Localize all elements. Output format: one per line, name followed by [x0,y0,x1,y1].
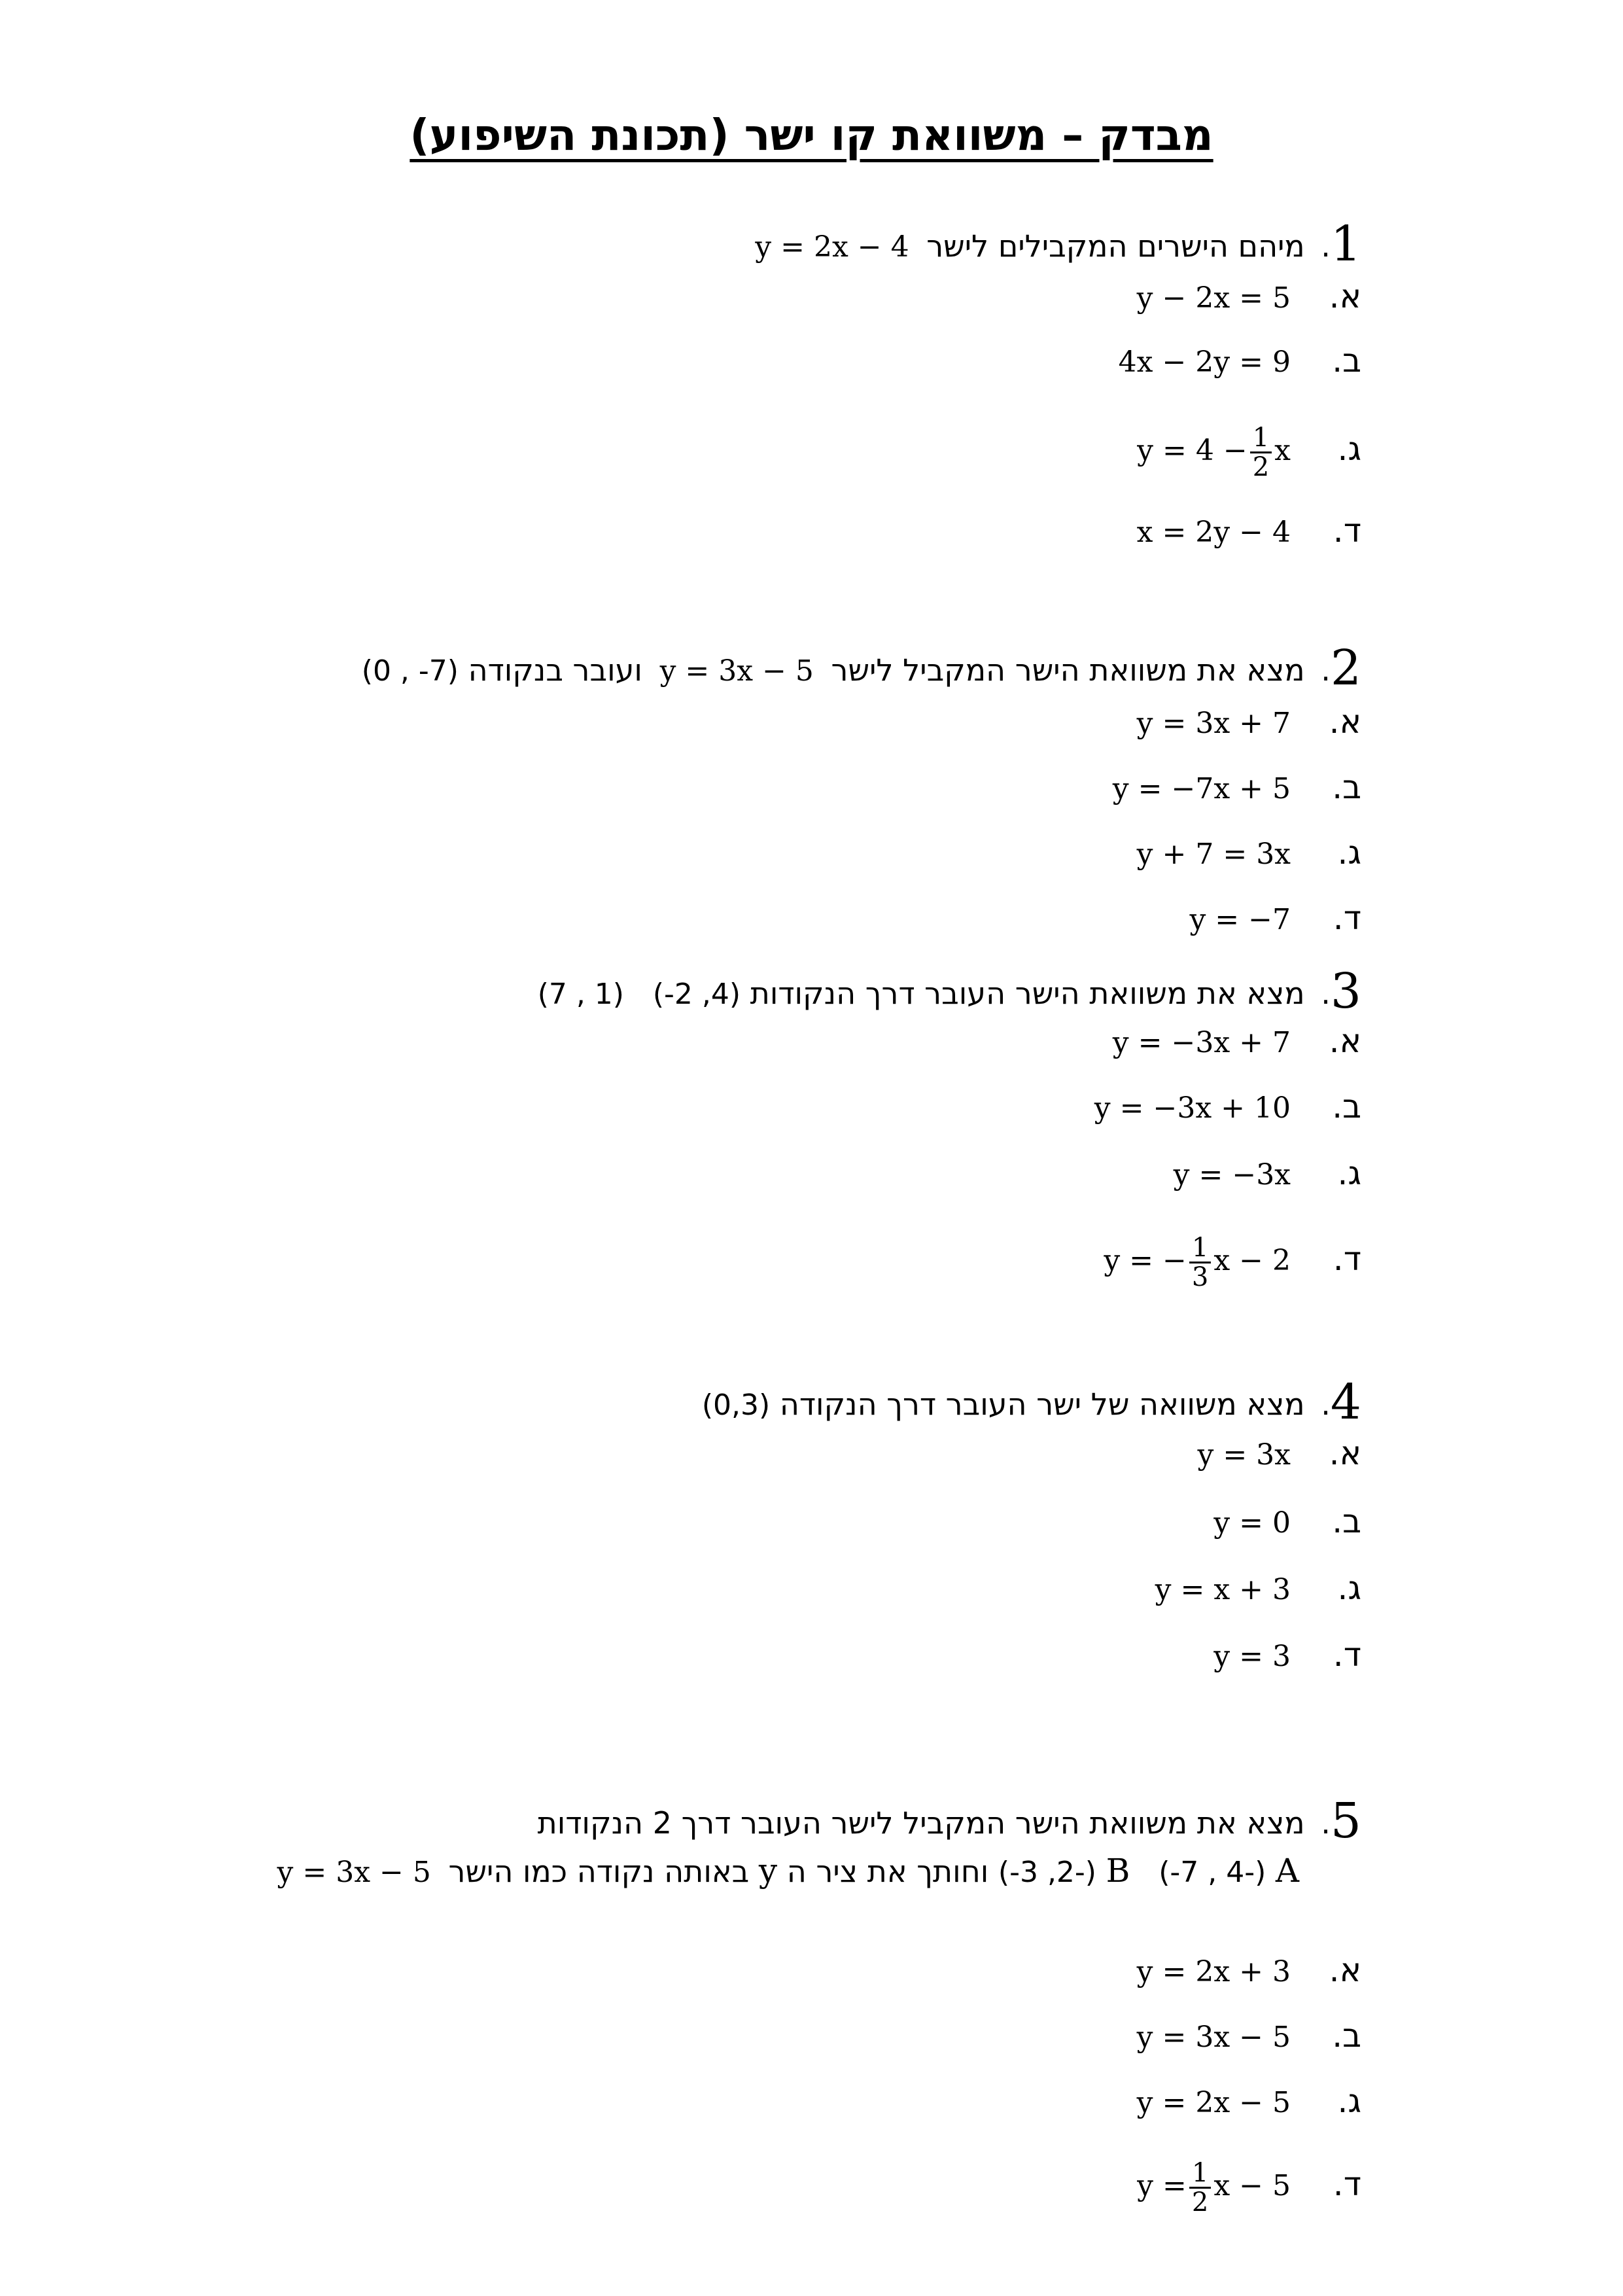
fraction: $\frac{1}{2}$ [1189,2159,1211,2216]
question-text: מצא משוואה של ישר העובר דרך הנקודה [779,1386,1305,1422]
question-text: מצא את משוואת הישר המקביל לישר [831,652,1305,688]
question-number: 3 [1330,963,1361,1019]
option-letter: ג. [1337,834,1361,872]
question-point: (0,3) [701,1388,771,1422]
point-label-a: A [1275,1852,1299,1890]
option-equation: y = 0 [1213,1506,1291,1540]
option-equation: y = −7 [1189,903,1291,936]
q3-option-c [1174,1150,1361,1196]
option-letter: א. [1329,1951,1361,1989]
q5-option-a [1137,1947,1361,1993]
question-number: 4 [1330,1374,1361,1430]
option-equation: y = 2x + 3 [1136,1955,1291,1988]
point-label-b: B [1106,1852,1130,1890]
question-5: 5. מצא את משוואת הישר המקביל לישר העובר דרך 2 הנקודות [537,1793,1361,1849]
q4-option-d [1213,1632,1361,1678]
question-1: 1. מיהם הישרים המקבילים לישר y = 2x − 4 [755,216,1361,272]
option-equation: y = 3x + 7 [1136,707,1291,740]
option-equation: y = −3x + 10 [1094,1091,1291,1125]
option-equation: y = 2x − 5 [1136,2086,1291,2119]
question-2: 2. מצא את משוואת הישר המקביל לישר y = 3x − 5 ועובר בנקודה (0 , -7) [361,640,1361,696]
option-equation: y = $\frac{1}{2}$ x − 5 [1137,2158,1291,2217]
q4-option-b [1213,1498,1361,1544]
option-equation: y = −3x + 7 [1112,1026,1291,1059]
option-equation: y = −3x [1173,1158,1291,1192]
question-point-2: (7 , 1) [537,978,624,1011]
fraction: $\frac{1}{2}$ [1250,424,1272,481]
question-equation: y = 2x − 4 [755,230,909,264]
option-letter: א. [1329,277,1361,315]
fraction: $\frac{1}{3}$ [1189,1234,1211,1291]
q4-option-c [1155,1565,1361,1611]
option-equation: y − 2x = 5 [1136,281,1291,315]
question-3: 3. מצא את משוואת הישר העובר דרך הנקודות (-2 ,4) (7 , 1) [537,963,1361,1019]
q1-option-a [1137,274,1361,319]
question-text-2: ועובר בנקודה [468,652,642,688]
option-letter: א. [1329,1022,1361,1060]
q2-option-a [1137,699,1361,745]
option-letter: ג. [1337,2082,1361,2120]
option-letter: א. [1329,703,1361,741]
option-equation: y = −7x + 5 [1112,772,1291,805]
option-letter: ד. [1333,1636,1361,1674]
q5-option-c [1137,2078,1361,2124]
option-equation: y + 7 = 3x [1136,838,1291,871]
question-text: מצא את משוואת הישר המקביל לישר העובר דרך 2 הנקודות [537,1805,1305,1841]
question-text: מיהם הישרים המקבילים לישר [926,228,1305,264]
option-letter: ד. [1333,1240,1361,1278]
option-letter: ג. [1337,1154,1361,1192]
q1-option-d [1137,508,1361,554]
question-text: מצא את משוואת הישר העובר דרך הנקודות [750,976,1305,1011]
question-equation: y = 3x − 5 [659,654,814,688]
option-letter: ד. [1333,899,1361,937]
option-equation: 4x − 2y = 9 [1118,345,1291,379]
option-equation: y = − $\frac{1}{3}$ x − 2 [1104,1233,1291,1292]
question-point: (0 , -7) [361,654,459,688]
option-equation: x = 2y − 4 [1136,516,1291,549]
question-number: 2 [1330,640,1361,696]
point-a: (-7 , 4-) [1159,1856,1266,1889]
q3-option-d [1104,1233,1361,1292]
option-equation: y = 4 − $\frac{1}{2}$ x [1137,423,1291,482]
q2-option-d [1189,895,1361,941]
option-equation: y = 3x [1197,1438,1291,1472]
q5-option-d [1137,2158,1361,2217]
question-point-1: (-2 ,4) [652,978,741,1011]
question-text-2: וחותך את ציר ה [786,1854,989,1889]
question-number: 1 [1330,216,1361,272]
option-letter: ג. [1337,1569,1361,1607]
option-equation: y = 3x − 5 [1136,2021,1291,2054]
option-letter: ד. [1333,2165,1361,2203]
option-letter: א. [1329,1434,1361,1472]
q1-option-c [1137,423,1361,482]
option-letter: ב. [1332,2017,1361,2055]
option-letter: ב. [1332,1087,1361,1125]
option-letter: ד. [1333,512,1361,550]
axis-label: y [758,1852,778,1890]
q4-option-a [1197,1430,1361,1476]
question-text-3: באותה נקודה כמו הישר [448,1854,750,1889]
q3-option-b [1094,1084,1361,1129]
q2-option-c [1137,830,1361,875]
q3-option-a [1113,1018,1361,1064]
page-title: מבדק – משוואת קו ישר (תכונת השיפוע) [410,110,1213,160]
option-equation: y = 3 [1213,1640,1291,1673]
point-b: (-3 ,2-) [998,1856,1096,1889]
q1-option-b [1119,338,1361,383]
option-equation: y = x + 3 [1155,1573,1291,1606]
q5-option-b [1137,2013,1361,2058]
option-letter: ב. [1332,342,1361,380]
option-letter: ב. [1332,1502,1361,1540]
question-5-line-2 [270,1852,1299,1890]
question-4: 4. מצא משוואה של ישר העובר דרך הנקודה (0,3) [701,1374,1361,1430]
option-letter: ג. [1337,430,1361,468]
question-equation: y = 3x − 5 [277,1856,431,1889]
option-letter: ב. [1332,768,1361,806]
q2-option-b [1113,764,1361,810]
question-number: 5 [1330,1793,1361,1849]
